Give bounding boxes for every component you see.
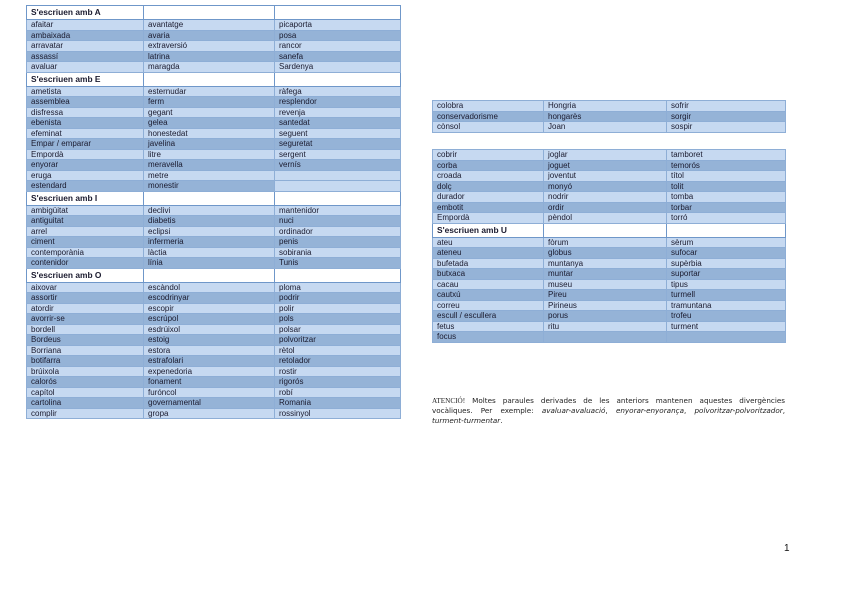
word-cell: hongarès (544, 111, 667, 122)
word-cell: sospir (667, 122, 786, 133)
word-cell: dolç (433, 181, 544, 192)
word-cell: meravella (144, 160, 275, 171)
page-number: 1 (784, 543, 790, 554)
word-cell: retolador (275, 356, 401, 367)
table-row (27, 118, 401, 129)
word-cell: gelea (144, 118, 275, 129)
word-cell: expenedoria (144, 366, 275, 377)
section-header-row (27, 191, 401, 205)
table-row (27, 226, 401, 237)
word-cell: suportar (667, 269, 786, 280)
table-row (27, 128, 401, 139)
word-cell: honestedat (144, 128, 275, 139)
vowel-table-left (26, 5, 401, 419)
word-cell: assemblea (27, 97, 144, 108)
word-cell: rossinyol (275, 408, 401, 419)
word-cell: arravatar (27, 41, 144, 52)
table-row (27, 303, 401, 314)
word-cell: tramuntana (667, 300, 786, 311)
table-row (433, 258, 786, 269)
word-cell: rancor (275, 41, 401, 52)
table-row (27, 97, 401, 108)
table-row (433, 290, 786, 301)
table-row (27, 387, 401, 398)
table-row (27, 258, 401, 269)
word-cell: seguretat (275, 139, 401, 150)
word-cell: avorrir-se (27, 314, 144, 325)
word-cell (275, 170, 401, 181)
header-empty-cell (144, 72, 275, 86)
table-row (27, 216, 401, 227)
table-row (433, 101, 786, 112)
table-row (433, 192, 786, 203)
word-cell: afaitar (27, 20, 144, 31)
note-separator: , (683, 406, 695, 415)
word-cell: estendard (27, 181, 144, 192)
word-cell: pèndol (544, 213, 667, 224)
note-text: Moltes paraules derivades de les anteriors mantenen aquestes divergències vocàliques. Per exemple: (432, 396, 785, 415)
word-cell: Empar / emparar (27, 139, 144, 150)
word-cell: monyó (544, 181, 667, 192)
table-row (433, 171, 786, 182)
word-cell: calorós (27, 377, 144, 388)
table-row (27, 247, 401, 258)
section-header: S'escriuen amb E (27, 72, 144, 86)
table-row (27, 408, 401, 419)
word-cell: avaluar (27, 62, 144, 73)
word-cell: turmell (667, 290, 786, 301)
word-cell: escàndol (144, 282, 275, 293)
word-cell: cobrir (433, 150, 544, 161)
word-cell: nuci (275, 216, 401, 227)
word-cell: Pirineus (544, 300, 667, 311)
word-cell: infermeria (144, 237, 275, 248)
word-cell: ràfega (275, 86, 401, 97)
section-header-row (27, 268, 401, 282)
word-cell: Borriana (27, 345, 144, 356)
word-cell: ametista (27, 86, 144, 97)
word-cell: trofeu (667, 311, 786, 322)
word-cell: javelina (144, 139, 275, 150)
table-row (433, 248, 786, 259)
table-row (27, 377, 401, 388)
word-cell: bordell (27, 324, 144, 335)
word-cell: picaporta (275, 20, 401, 31)
word-cell: cònsol (433, 122, 544, 133)
word-cell: mantenidor (275, 205, 401, 216)
word-cell: colobra (433, 101, 544, 112)
word-cell: botifarra (27, 356, 144, 367)
word-cell: línia (144, 258, 275, 269)
word-cell: litre (144, 149, 275, 160)
table-row (27, 356, 401, 367)
word-cell (544, 332, 667, 343)
table-row (27, 314, 401, 325)
word-cell: ordinador (275, 226, 401, 237)
word-cell: santedat (275, 118, 401, 129)
word-cell: correu (433, 300, 544, 311)
table-row (27, 324, 401, 335)
word-cell: supèrbia (667, 258, 786, 269)
table-row (433, 321, 786, 332)
note-separator: , (605, 406, 616, 415)
table-row (433, 111, 786, 122)
word-cell: sergent (275, 149, 401, 160)
table-row (27, 282, 401, 293)
table-row (27, 170, 401, 181)
word-cell: cautxú (433, 290, 544, 301)
word-cell: escopir (144, 303, 275, 314)
note-paragraph (432, 396, 785, 426)
word-cell: globus (544, 248, 667, 259)
word-cell: sèrum (667, 237, 786, 248)
note-example: avaluar-avaluació (541, 406, 606, 415)
word-cell: extraversió (144, 41, 275, 52)
word-cell: tamboret (667, 150, 786, 161)
word-cell: penis (275, 237, 401, 248)
header-empty-cell (275, 6, 401, 20)
note-end: . (500, 416, 503, 425)
word-cell: museu (544, 279, 667, 290)
table-row (27, 20, 401, 31)
table-row (433, 269, 786, 280)
word-cell: ferm (144, 97, 275, 108)
table-row (27, 107, 401, 118)
word-cell: torbar (667, 202, 786, 213)
word-cell: polvoritzar (275, 335, 401, 346)
word-cell: disfressa (27, 107, 144, 118)
word-cell: cacau (433, 279, 544, 290)
word-cell: làctia (144, 247, 275, 258)
word-cell: antiguitat (27, 216, 144, 227)
word-cell: capítol (27, 387, 144, 398)
word-cell: butxaca (433, 269, 544, 280)
table-row (27, 293, 401, 304)
table-row (27, 51, 401, 62)
word-cell: contenidor (27, 258, 144, 269)
word-cell: cartolina (27, 398, 144, 409)
word-cell: monestir (144, 181, 275, 192)
table-row (27, 237, 401, 248)
table-row (27, 149, 401, 160)
word-cell: estrafolari (144, 356, 275, 367)
word-cell: arrel (27, 226, 144, 237)
note-separator: , (782, 406, 785, 415)
table-row (27, 335, 401, 346)
header-empty-cell (275, 268, 401, 282)
header-empty-cell (544, 223, 667, 237)
word-cell: Bordeus (27, 335, 144, 346)
word-cell: muntanya (544, 258, 667, 269)
word-cell: escrúpol (144, 314, 275, 325)
word-cell: títol (667, 171, 786, 182)
word-cell: corba (433, 160, 544, 171)
word-cell: furóncol (144, 387, 275, 398)
word-cell: embotit (433, 202, 544, 213)
table-row (433, 150, 786, 161)
word-cell: ciment (27, 237, 144, 248)
word-cell: Sardenya (275, 62, 401, 73)
word-cell: fonament (144, 377, 275, 388)
word-cell: ritu (544, 321, 667, 332)
header-empty-cell (275, 72, 401, 86)
word-cell: revenja (275, 107, 401, 118)
note-example: polvoritzar-polvoritzador (694, 406, 783, 415)
word-cell: Empordà (433, 213, 544, 224)
word-cell: avaria (144, 30, 275, 41)
note-example: turment-turmentar (432, 416, 501, 425)
table-row (27, 86, 401, 97)
table-row (27, 181, 401, 192)
section-header: S'escriuen amb U (433, 223, 544, 237)
table-row (433, 202, 786, 213)
word-cell: rigorós (275, 377, 401, 388)
word-cell: bufetada (433, 258, 544, 269)
table-row (433, 311, 786, 322)
word-cell: porus (544, 311, 667, 322)
word-cell: Hongria (544, 101, 667, 112)
header-empty-cell (144, 6, 275, 20)
header-empty-cell (667, 223, 786, 237)
table-row (27, 160, 401, 171)
word-cell: tipus (667, 279, 786, 290)
word-cell: estoig (144, 335, 275, 346)
section-header: S'escriuen amb A (27, 6, 144, 20)
word-cell: ebenista (27, 118, 144, 129)
word-cell: nodrir (544, 192, 667, 203)
word-cell: brúixola (27, 366, 144, 377)
word-cell: complir (27, 408, 144, 419)
word-cell: efeminat (27, 128, 144, 139)
word-cell: rostir (275, 366, 401, 377)
word-cell: enyorar (27, 160, 144, 171)
word-cell: Tunis (275, 258, 401, 269)
word-cell: vernís (275, 160, 401, 171)
word-cell: ateneu (433, 248, 544, 259)
word-cell: torró (667, 213, 786, 224)
word-cell: esternudar (144, 86, 275, 97)
section-header-row (27, 72, 401, 86)
word-cell (667, 332, 786, 343)
word-cell: ateu (433, 237, 544, 248)
word-cell: sufocar (667, 248, 786, 259)
word-cell: rètol (275, 345, 401, 356)
word-cell: robí (275, 387, 401, 398)
table-row (433, 213, 786, 224)
word-cell: sanefa (275, 51, 401, 62)
note-example: enyorar-enyorança (615, 406, 684, 415)
word-cell: temorós (667, 160, 786, 171)
word-cell: diabetis (144, 216, 275, 227)
header-empty-cell (144, 268, 275, 282)
word-cell: muntar (544, 269, 667, 280)
word-cell: ploma (275, 282, 401, 293)
word-cell: joguet (544, 160, 667, 171)
word-cell: pols (275, 314, 401, 325)
word-cell: fetus (433, 321, 544, 332)
header-empty-cell (275, 191, 401, 205)
word-cell: contemporània (27, 247, 144, 258)
note-lead: ATENCIÓ! (432, 397, 466, 405)
word-cell: ordir (544, 202, 667, 213)
table-row (433, 181, 786, 192)
table-row (433, 122, 786, 133)
word-cell: escull / escullera (433, 311, 544, 322)
word-cell: joglar (544, 150, 667, 161)
word-cell: focus (433, 332, 544, 343)
word-cell: gropa (144, 408, 275, 419)
table-row (27, 205, 401, 216)
word-cell: esdrúixol (144, 324, 275, 335)
word-cell: ambigüitat (27, 205, 144, 216)
word-cell: aixovar (27, 282, 144, 293)
header-empty-cell (144, 191, 275, 205)
word-cell: Empordà (27, 149, 144, 160)
word-cell: sofrir (667, 101, 786, 112)
word-cell: eruga (27, 170, 144, 181)
table-row (27, 366, 401, 377)
word-cell: turment (667, 321, 786, 332)
word-cell: declivi (144, 205, 275, 216)
word-cell: sobirania (275, 247, 401, 258)
word-cell (275, 181, 401, 192)
word-cell: tolit (667, 181, 786, 192)
word-cell: atordir (27, 303, 144, 314)
word-cell: assortir (27, 293, 144, 304)
table-row (27, 62, 401, 73)
word-cell: croada (433, 171, 544, 182)
word-cell: durador (433, 192, 544, 203)
word-cell: escodrinyar (144, 293, 275, 304)
table-row (27, 345, 401, 356)
word-cell: gegant (144, 107, 275, 118)
word-cell: Pireu (544, 290, 667, 301)
word-cell: governamental (144, 398, 275, 409)
word-cell: seguent (275, 128, 401, 139)
word-cell: ambaixada (27, 30, 144, 41)
section-header: S'escriuen amb O (27, 268, 144, 282)
table-row (433, 160, 786, 171)
word-cell: tomba (667, 192, 786, 203)
word-cell: podrir (275, 293, 401, 304)
section-header-row (27, 6, 401, 20)
word-cell: polir (275, 303, 401, 314)
table-row (27, 30, 401, 41)
table-row (27, 41, 401, 52)
word-cell: conservadorisme (433, 111, 544, 122)
word-cell: latrina (144, 51, 275, 62)
word-cell: posa (275, 30, 401, 41)
word-cell: Joan (544, 122, 667, 133)
word-cell: joventut (544, 171, 667, 182)
word-cell: assassí (27, 51, 144, 62)
word-cell: avantatge (144, 20, 275, 31)
word-cell: eclipsi (144, 226, 275, 237)
table-row (433, 332, 786, 343)
word-cell: metre (144, 170, 275, 181)
section-header-row (433, 223, 786, 237)
word-cell: resplendor (275, 97, 401, 108)
section-header: S'escriuen amb I (27, 191, 144, 205)
vowel-table-right-bottom (432, 149, 786, 343)
word-cell: maragda (144, 62, 275, 73)
table-row (433, 237, 786, 248)
table-row (27, 398, 401, 409)
table-row (433, 300, 786, 311)
word-cell: fòrum (544, 237, 667, 248)
word-cell: Romania (275, 398, 401, 409)
word-cell: polsar (275, 324, 401, 335)
vowel-table-right-top (432, 100, 786, 133)
table-row (433, 279, 786, 290)
word-cell: sorgir (667, 111, 786, 122)
table-row (27, 139, 401, 150)
word-cell: estora (144, 345, 275, 356)
